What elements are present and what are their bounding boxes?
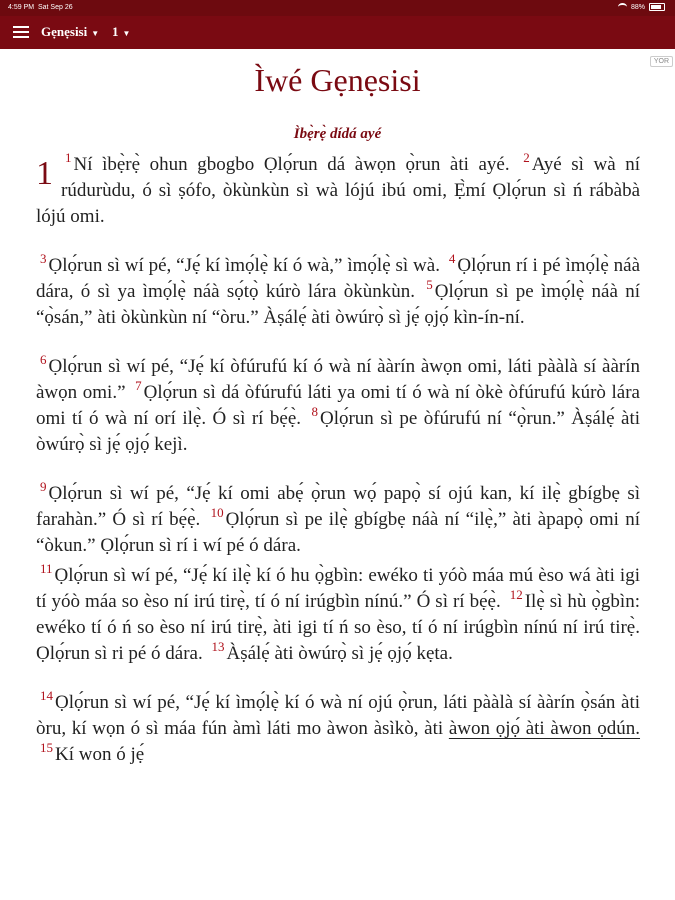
paragraph bbox=[36, 354, 640, 458]
verse-number[interactable]: 14 bbox=[40, 688, 53, 703]
verse-number[interactable]: 13 bbox=[211, 639, 225, 654]
verse-number[interactable]: 10 bbox=[210, 505, 224, 520]
verse-number[interactable]: 2 bbox=[523, 150, 530, 165]
verse-text: Ọlọ́run sì pe ìmọ́lẹ̀ náà ní “ọ̀sán,” àti òkùnkùn ní “òru.” Àṣálẹ́ àti òwúrọ̀ sì jẹ́ ọjọ́ kìn-ín-ní. bbox=[36, 281, 640, 328]
verse-number[interactable]: 6 bbox=[40, 352, 47, 367]
verse-number[interactable]: 1 bbox=[65, 150, 72, 165]
verse-number[interactable]: 15 bbox=[40, 740, 53, 755]
paragraph bbox=[36, 152, 640, 230]
battery-icon bbox=[649, 3, 665, 11]
version-badge[interactable]: YOR bbox=[650, 56, 673, 67]
verse-text: Ọlọ́run sì pe òfúrufú ní “ọ̀run.” Àṣálẹ́ àti òwúrọ̀ sì jẹ́ ọjọ́ kejì. bbox=[36, 408, 641, 455]
top-nav-bar bbox=[0, 16, 675, 49]
verse-number[interactable]: 4 bbox=[448, 251, 456, 266]
verse-text: Ọlọ́run sì wí pé, “Jẹ́ kí omi abẹ́ ọ̀run wọ́ papọ̀ sí ojú kan, kí ilẹ̀ gbígbẹ sì farahàn.” Ó sì rí bẹ́ẹ̀. bbox=[36, 483, 640, 530]
verse-text: Kí won ó jẹ́ bbox=[55, 744, 145, 765]
paragraph bbox=[36, 253, 640, 331]
highlighted-verse-text[interactable]: àwon ọjọ́ àti àwon ọdún. bbox=[448, 718, 641, 739]
verse-text: Ọlọ́run sì pe ilẹ̀ gbígbẹ náà ní “ilẹ̀,” àti àpapọ̀ omi ní “òkun.” Ọlọ́run sì rí i wí pé ó dára. bbox=[36, 509, 640, 556]
verse-text: Ilẹ̀ sì hù ọ̀gbìn: ewéko tí ó ń so èso ní irú tirẹ̀, àti igi tí ń so èso, tí ó ní irúgbìn nínú ní irú tirẹ̀. Ọlọ́run sì ri pé ó dára. bbox=[36, 591, 640, 664]
status-right bbox=[618, 3, 665, 11]
verse-number[interactable]: 12 bbox=[509, 587, 523, 602]
verse-number[interactable]: 11 bbox=[40, 561, 53, 576]
chapter-number: 1 bbox=[36, 155, 53, 192]
verse-number[interactable]: 7 bbox=[135, 378, 142, 393]
verse-number[interactable]: 9 bbox=[40, 479, 47, 494]
book-selector[interactable] bbox=[41, 24, 99, 40]
wifi-icon bbox=[618, 3, 627, 11]
chapter-label: 1 bbox=[112, 24, 119, 39]
verse-text: Ọlọ́run rí i pé ìmọ́lẹ̀ náà dára, ó sì ya ìmọ́lẹ̀ náà sọ́tọ̀ kúrò lára òkùnkùn. bbox=[36, 255, 640, 302]
verse-number[interactable]: 5 bbox=[426, 277, 433, 292]
status-time: 4:59 PM Sat Sep 26 bbox=[8, 4, 73, 11]
book-label: Gẹnẹsisi bbox=[41, 24, 88, 39]
paragraph bbox=[36, 563, 640, 667]
chevron-down-icon: ▼ bbox=[91, 28, 100, 38]
chapter-text bbox=[36, 152, 640, 791]
verse-text: Ní ìbẹ̀rẹ̀ ohun gbogbo Ọlọ́run dá àwọn ọ̀run àti ayé. bbox=[73, 154, 510, 175]
paragraph bbox=[36, 690, 640, 768]
verse-text: Ọlọ́run sì wí pé, “Jẹ́ kí ìmọ́lẹ̀ kí ó wà ní ojú ọ̀run, láti pààlà sí ààrín ọ̀sán àti òru, kí wọn ó sì máa fún àmì láti mo àwon àsìkò, àti bbox=[36, 692, 640, 739]
verse-number[interactable]: 3 bbox=[40, 251, 47, 266]
paragraph bbox=[36, 481, 640, 559]
verse-text: Ọlọ́run sì wí pé, “Jẹ́ kí òfúrufú kí ó wà ní ààrín àwọn omi, láti pààlà sí ààrín àwọn omi.” bbox=[36, 356, 640, 403]
status-bar bbox=[0, 0, 675, 16]
battery-percent: 88% bbox=[630, 3, 645, 11]
verse-text: Ayé sì wà ní rúdurùdu, ó sì ṣófo, òkùnkùn sì wà lójú ibú omi, Ẹ̀mí Ọlọ́run sì ń rábàbà lójú omi. bbox=[36, 154, 640, 227]
chapter-selector[interactable] bbox=[112, 24, 130, 40]
verse-number[interactable]: 8 bbox=[311, 404, 318, 419]
book-title: Ìwé Gẹnẹsisi bbox=[254, 62, 421, 98]
verse-text: Ọlọ́run sì wí pé, “Jẹ́ kí ìmọ́lẹ̀ kí ó wà,” ìmọ́lẹ̀ sì wà. bbox=[48, 255, 440, 276]
verse-text: Ọlọ́run sì dá òfúrufú láti ya omi tí ó wà ní òkè òfúrufú kúrò lára omi tí ó wà ní orí ilẹ̀. Ó sì rí bẹ́ẹ̀. bbox=[36, 382, 640, 429]
chevron-down-icon: ▼ bbox=[122, 28, 131, 38]
section-heading: Ìbẹ̀rẹ̀ dídá ayé bbox=[293, 126, 382, 142]
verse-text: Ọlọ́run sì wí pé, “Jẹ́ kí ilẹ̀ kí ó hu ọ̀gbìn: ewéko ti yóò máa mú èso wá àti igi tí yóò máa so èso ní irú tirẹ̀, tí ó ní irúgbìn nínú.” Ó sì rí bẹ́ẹ̀. bbox=[36, 565, 640, 612]
menu-icon[interactable] bbox=[13, 26, 29, 38]
verse-text: Àṣálẹ́ àti òwúrọ̀ sì jẹ́ ọjọ́ kẹta. bbox=[226, 643, 453, 664]
